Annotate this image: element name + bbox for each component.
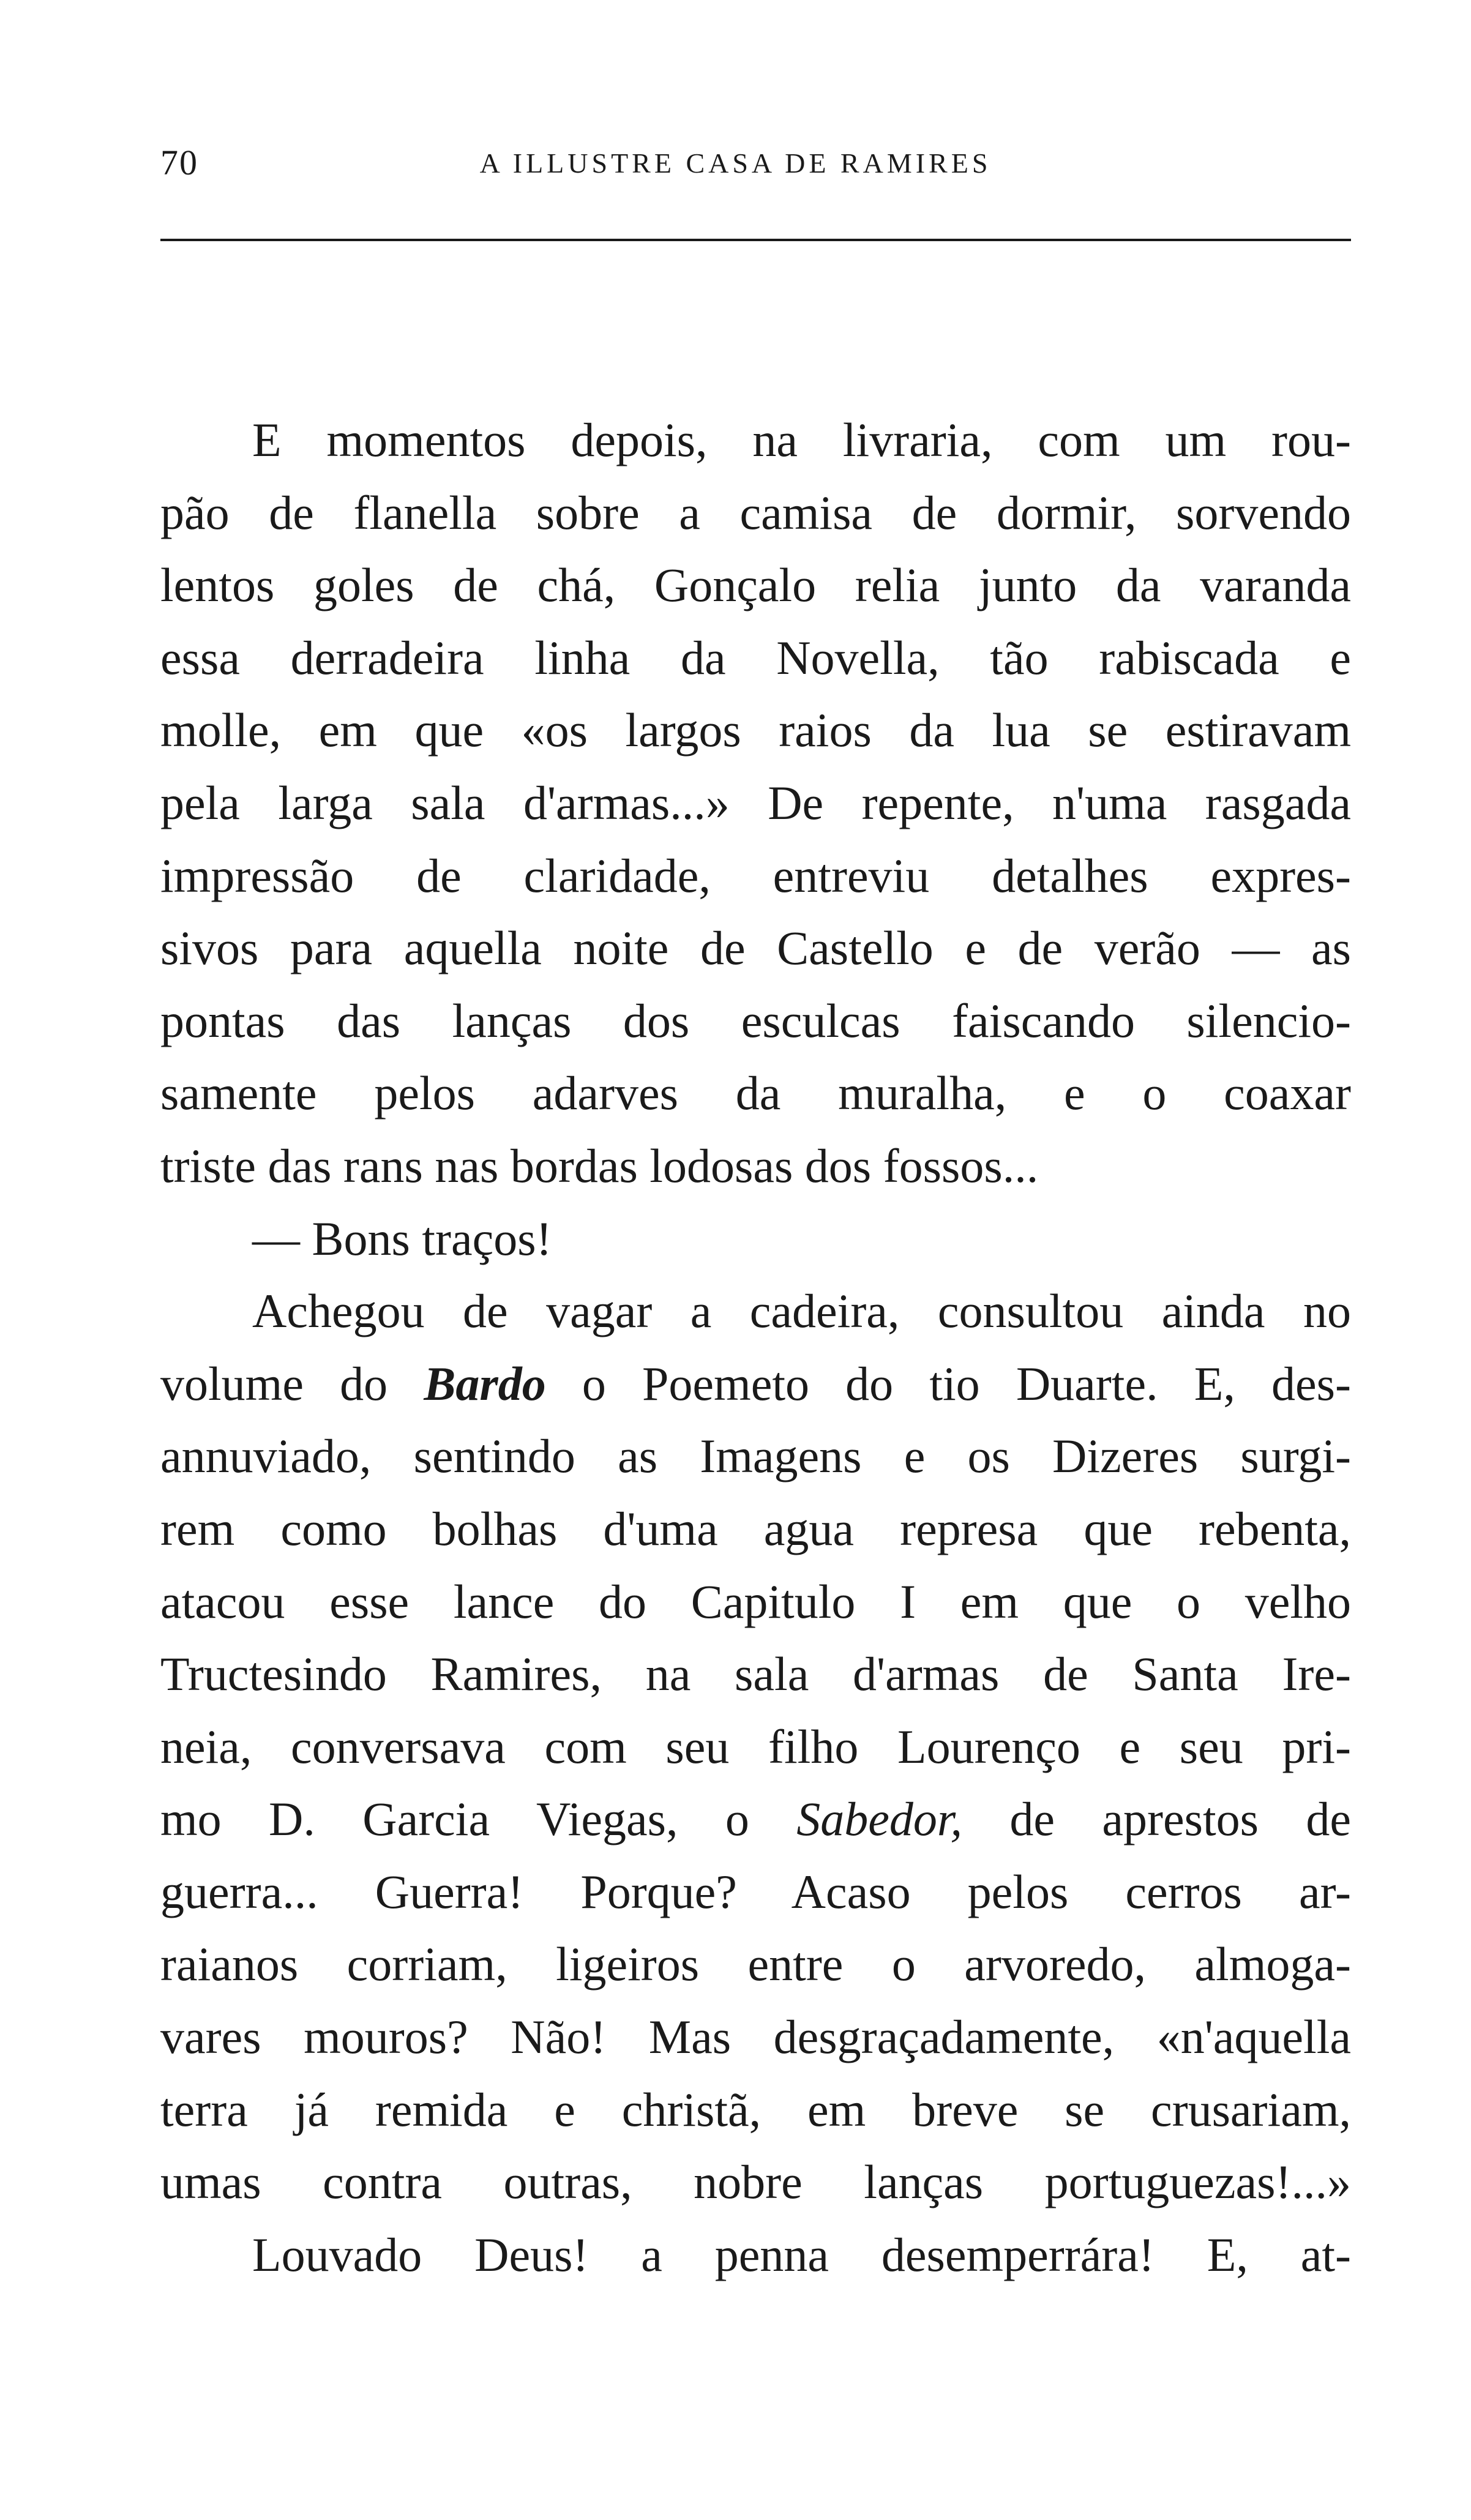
header-rule (160, 239, 1351, 241)
text-line: annuviado, sentindo as Imagens e os Dizeres surgi- (160, 1429, 1351, 1483)
text-line: — Bons traços! (252, 1211, 552, 1265)
text-fragment: volume do (160, 1356, 424, 1410)
text-fragment: de aprestos de (962, 1792, 1351, 1846)
body-text (160, 404, 1351, 2291)
text-line: terra já remida e christã, em breve se crusariam, (160, 2082, 1351, 2136)
text-line: E momentos depois, na livraria, com um rou- (252, 413, 1351, 466)
text-line: Achegou de vagar a cadeira, consultou ainda no (252, 1284, 1351, 1338)
text-line: sivos para aquella noite de Castello e de verão — as (160, 921, 1351, 975)
book-title-bardo: Bardo (424, 1356, 546, 1410)
text-line: pão de flanella sobre a camisa de dormir, sorvendo (160, 485, 1351, 539)
text-line: guerra... Guerra! Porque? Acaso pelos cerros ar- (160, 1864, 1351, 1918)
text-line (160, 1348, 1351, 1421)
text-line: samente pelos adarves da muralha, e o coaxar (160, 1066, 1351, 1120)
text-line: vares mouros? Não! Mas desgraçadamente, «n'aquella (160, 2010, 1351, 2064)
text-line: umas contra outras, nobre lanças portuguezas!...» (160, 2155, 1351, 2209)
epithet-sabedor: Sabedor, (796, 1792, 963, 1846)
text-line: lentos goles de chá, Gonçalo relia junto da varanda (160, 558, 1351, 612)
text-line: atacou esse lance do Capitulo I em que o velho (160, 1574, 1351, 1628)
text-line: Louvado Deus! a penna desemperrára! E, at- (252, 2227, 1351, 2281)
text-line: neia, conversava com seu filho Lourenço e seu pri- (160, 1719, 1351, 1773)
text-line: triste das rans nas bordas lodosas dos fossos... (160, 1138, 1039, 1192)
text-line (160, 1783, 1351, 1856)
running-title: A ILLUSTRE CASA DE RAMIRES (479, 148, 992, 179)
text-line: impressão de claridade, entreviu detalhes expres- (160, 848, 1351, 902)
page-number: 70 (160, 143, 198, 182)
text-line: Tructesindo Ramires, na sala d'armas de Santa Ire- (160, 1647, 1351, 1701)
text-line: pela larga sala d'armas...» De repente, n'uma rasgada (160, 776, 1351, 829)
text-line: rem como bolhas d'uma agua represa que rebenta, (160, 1501, 1351, 1555)
text-line: molle, em que «os largos raios da lua se estiravam (160, 703, 1351, 757)
text-line: essa derradeira linha da Novella, tão rabiscada e (160, 630, 1351, 684)
text-line: raianos corriam, ligeiros entre o arvoredo, almoga- (160, 1937, 1351, 1991)
text-fragment: mo D. Garcia Viegas, o (160, 1792, 797, 1846)
text-line: pontas das lanças dos esculcas faiscando silencio- (160, 993, 1351, 1047)
text-fragment: o Poemeto do tio Duarte. E, des- (545, 1356, 1351, 1410)
